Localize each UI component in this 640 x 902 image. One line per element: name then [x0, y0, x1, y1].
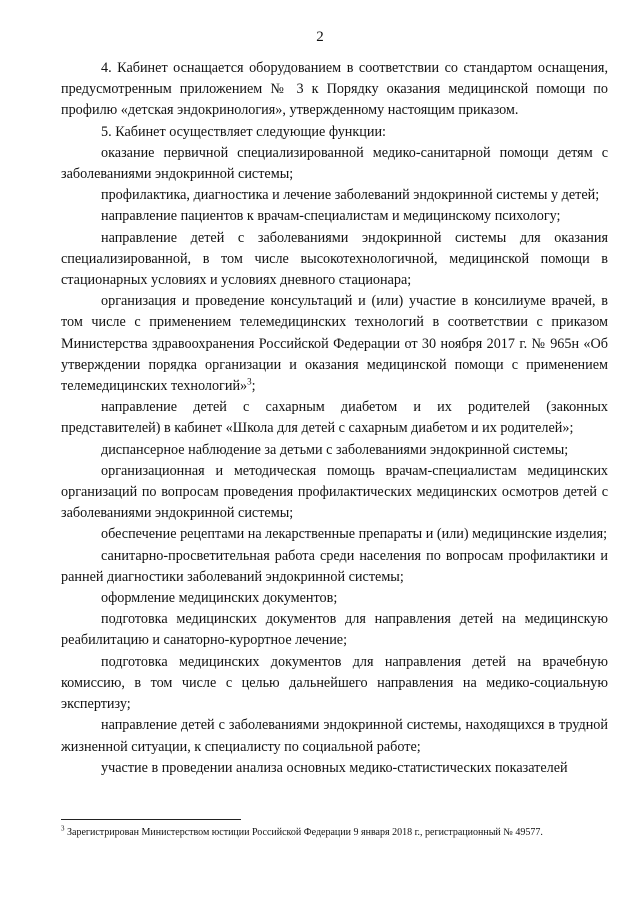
function-rehabilitation-docs: подготовка медицинских документов для направления детей на медицинскую реабилитацию и санаторно-курортное лечение;: [61, 611, 608, 649]
function-referral-specialized-care: направление детей с заболеваниями эндокринной системы для оказания специализированной, в том числе высокотехнологичной, медицинской помощи в стационарных условиях и условиях дневного стационара;: [61, 229, 608, 289]
footnote: [61, 826, 608, 839]
consultations-tail: ;: [251, 378, 256, 395]
function-dispensary-observation: диспансерное наблюдение за детьми с заболеваниями эндокринной системы;: [101, 441, 569, 458]
footnote-marker: 3: [61, 824, 65, 833]
function-diabetes-school: направление детей с сахарным диабетом и их родителей (законных представителей) в кабинет «Школа для детей с сахарным диабетом и их родителей»;: [61, 399, 608, 437]
page-number: 2: [316, 29, 324, 45]
function-consultations-telemedicine: [61, 291, 608, 397]
function-referral-specialists: направление пациентов к врачам-специалистам и медицинскому психологу;: [101, 208, 561, 225]
function-medical-commission-docs: подготовка медицинских документов для направления детей на врачебную комиссию, в том числе с целью дальнейшего направления на медико-социальную экспертизу;: [61, 653, 608, 713]
paragraph-cabinet-equipment: 4. Кабинет оснащается оборудованием в соответствии со стандартом оснащения, предусмотренным приложением № 3 к Порядку оказания медицинской помощи по профилю «детская эндокринология», утвержденному настоящим приказом.: [61, 60, 608, 119]
footnote-text: Зарегистрирован Министерством юстиции Российской Федерации 9 января 2018 г., регистрационный № 49577.: [64, 827, 543, 838]
footnote-divider: [61, 819, 241, 820]
function-statistics-analysis: участие в проведении анализа основных медико-статистических показателей: [101, 759, 568, 776]
consultations-text: организация и проведение консультаций и (или) участие в консилиуме врачей, в том числе с применением телемедицинских технологий в соответствии с приказом Министерства здравоохранения Российской Федерации от 30 ноября 2017 г. № 965н «Об утверждении порядка организации и оказания медицинской помощи с применением телемедицинских технологий»: [61, 293, 608, 395]
document-body: [61, 58, 608, 779]
function-social-work-referral: направление детей с заболеваниями эндокринной системы, находящихся в трудной жизненной ситуации, к специалисту по социальной работе;: [61, 717, 608, 755]
footnote-reference: 3: [247, 376, 252, 387]
function-documents: оформление медицинских документов;: [101, 590, 338, 607]
function-methodical-help: организационная и методическая помощь врачам-специалистам медицинских организаций по вопросам проведения профилактических медицинских осмотров детей с заболеваниями эндокринной системы;: [61, 462, 608, 522]
function-prevention-diagnosis: профилактика, диагностика и лечение заболеваний эндокринной системы у детей;: [101, 187, 600, 204]
function-health-education: санитарно-просветительная работа среди населения по вопросам профилактики и ранней диагностики заболеваний эндокринной системы;: [61, 547, 608, 585]
function-primary-care: оказание первичной специализированной медико-санитарной помощи детям с заболеваниями эндокринной системы;: [61, 144, 608, 183]
function-prescriptions: обеспечение рецептами на лекарственные препараты и (или) медицинские изделия;: [101, 526, 608, 543]
paragraph-functions-heading: 5. Кабинет осуществляет следующие функции:: [101, 123, 386, 140]
